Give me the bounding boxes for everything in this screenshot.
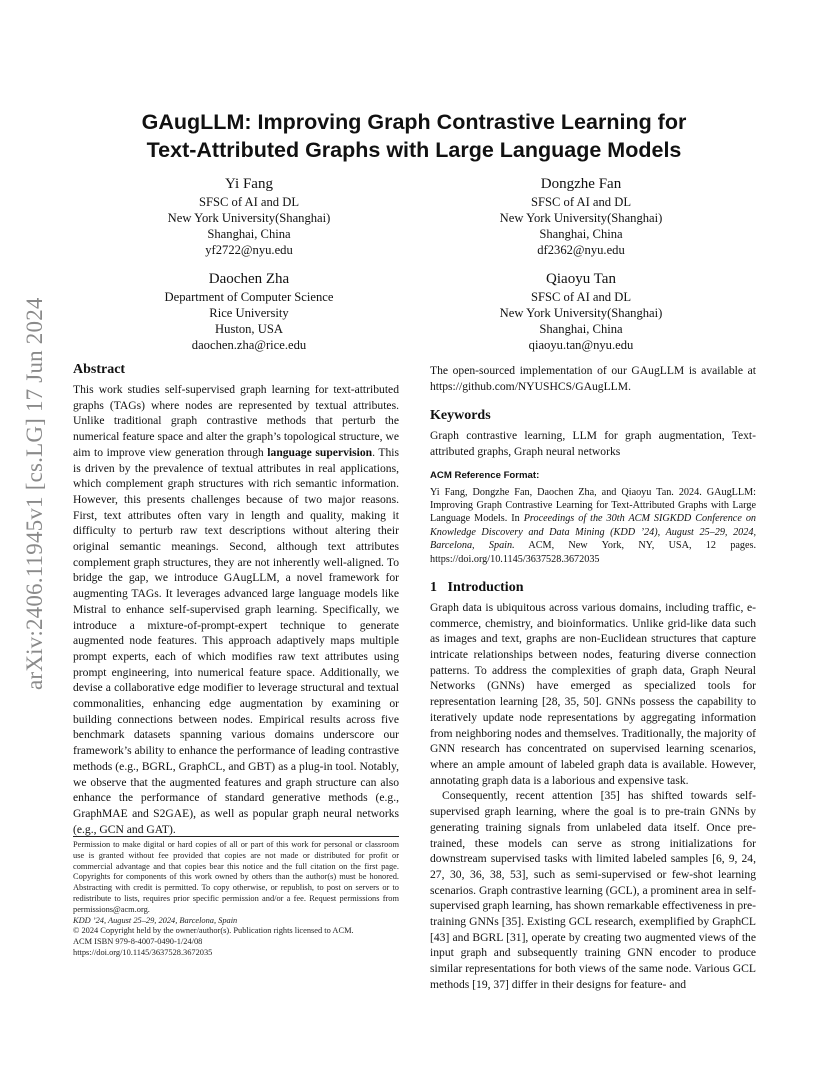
acm-reference-heading: ACM Reference Format:: [430, 469, 540, 481]
author-name: Dongzhe Fan: [540, 176, 622, 192]
isbn: ACM ISBN 979-8-4007-0490-1/24/08: [73, 937, 203, 947]
author-email: daochen.zha@rice.edu: [191, 338, 307, 352]
title-line-2: Text-Attributed Graphs with Large Language Models: [146, 138, 682, 162]
acm-reference-details: ACM, New York, NY, USA, 12 pages. https://doi.org/10.1145/3637528.3672035: [430, 540, 756, 565]
author-affiliation: SFSC of AI and DL: [530, 290, 632, 304]
author-location: Shanghai, China: [207, 227, 291, 241]
keywords-heading: Keywords: [430, 408, 491, 424]
author-affiliation: New York University(Shanghai): [499, 211, 663, 225]
author-affiliation: New York University(Shanghai): [167, 211, 331, 225]
doi-link[interactable]: https://doi.org/10.1145/3637528.3672035: [73, 947, 213, 957]
abstract-text-part-2: . This is driven by the prevalence of textual attributes in real applications, which complement graph structures with rich semantic information. However, this presents challenges because of two major reasons. First, text attributes often vary in length and quality, making it difficulty to perturb raw text descriptions without altering their original semantic meanings. Second, although text attributes complement graph structures, they are not inherently well-aligned. To bridge the gap, we introduce GAugLLM, a novel framework for augmenting TAGs. It leverages advanced large language models like Mistral to enhance self-supervised graph learning. Specifically, we introduce a mixture-of-prompt-expert technique to generate augmented node features. This approach adaptively maps multiple prompt experts, each of which modifies raw text attributes using prompt engineering, into numerical feature space. Additionally, we devise a collaborative edge modifier to leverage structural and textual commonalities, enhancing edge augmentation by examining or building connections between nodes. Empirical results across five benchmark datasets spanning various domains underscore our framework’s ability to enhance the performance of leading contrastive methods (e.g., BGRL, GraphCL, and GBT) as a plug-in tool. Notably, we observe that the augmented features and graph structure can also enhance the performance of standard generative methods (e.g., GraphMAE and S2GAE), as well as popular graph neural networks (e.g., GCN and GAT).: [73, 445, 399, 836]
abstract-section: [73, 361, 399, 837]
author-block: [120, 174, 378, 258]
abstract-text-part-1: This work studies self-supervised graph learning for text-attributed graphs (TAGs) where nodes are represented by textual attributes. Unlike traditional graph contrastive methods that perturb the numerical feature space and alter the graph’s topological structure, we aim to improve view generation through: [73, 383, 399, 459]
copyright-notice: © 2024 Copyright held by the owner/author(s). Publication rights licensed to ACM.: [73, 926, 354, 936]
acm-reference-authors: Yi Fang, Dongzhe Fan, Daochen Zha, and Qiaoyu Tan. 2024. GAugLLM: Improving Graph Contrastive Learning for Text-Attributed Graphs with Large Language Models. In: [430, 486, 756, 525]
acm-reference-venue: Proceedings of the 30th ACM SIGKDD Conference on Knowledge Discovery and Data Mining (KDD ’24), August 25–29, 2024, Barcelona, Spain.: [430, 513, 757, 552]
keywords-text: Graph contrastive learning, LLM for graph augmentation, Text-attributed graphs, Graph neural networks: [430, 429, 756, 459]
author-affiliation: New York University(Shanghai): [499, 306, 663, 320]
author-affiliation: Department of Computer Science: [164, 290, 334, 304]
author-affiliation: Rice University: [209, 306, 289, 320]
author-name: Daochen Zha: [208, 271, 290, 287]
author-affiliation: SFSC of AI and DL: [530, 195, 632, 209]
abstract-heading: Abstract: [73, 362, 126, 377]
author-block: [452, 174, 710, 258]
author-location: Shanghai, China: [539, 227, 623, 241]
author-email: df2362@nyu.edu: [537, 243, 625, 257]
acm-reference: [430, 486, 756, 566]
abstract-bold-phrase: language supervision: [267, 445, 373, 459]
title-line-1: GAugLLM: Improving Graph Contrastive Learning for: [141, 110, 687, 134]
author-block: [452, 269, 710, 353]
author-name: Qiaoyu Tan: [546, 271, 616, 287]
author-block: [120, 269, 378, 353]
permission-notice: Permission to make digital or hard copies of all or part of this work for personal or classroom use is granted without fee provided that copies are not made or distributed for profit or commercial advantage and that copies bear this notice and the full citation on the first page. Copyrights for components of this work owned by others than the author(s) must be honored. Abstracting with credit is permitted. To copy otherwise, or republish, to post on servers or to redistribute to lists, requires prior specific permission and/or a fee. Request permissions from permissions@acm.org.: [73, 840, 399, 914]
author-location: Shanghai, China: [539, 322, 623, 336]
abstract-body: [73, 382, 399, 837]
introduction-paragraph-2: Consequently, recent attention [35] has shifted towards self-supervised graph learning, where the goal is to pre-train GNNs by generating training signals from unlabeled data itself. Once pre-trained, these models can serve as strong initializations for downstream supervised tasks with limited labeled samples [6, 9, 24, 27, 30, 36, 38, 53], such as semi-supervised or few-shot learning scenarios. Graph contrastive learning (GCL), a prominent area in self-supervised graph learning, has shown remarkable effectiveness in pre-training GNNs [35]. Existing GCL research, exemplified by GraphCL [43] and BGRL [31], operate by creating two augmented views of the input graph and subsequently training GNN encoder to produce similar representations for both views of the same node. Various GCL methods [19, 37] differ in their designs for feature- and: [430, 789, 756, 991]
code-availability-note: The open-sourced implementation of our GAugLLM is available at https://github.com/NYUSHCS/GAugLLM.: [430, 364, 756, 393]
conference-info: KDD ’24, August 25–29, 2024, Barcelona, Spain: [73, 915, 238, 925]
author-email: qiaoyu.tan@nyu.edu: [528, 338, 634, 352]
author-email: yf2722@nyu.edu: [205, 243, 293, 257]
author-affiliation: SFSC of AI and DL: [198, 195, 300, 209]
footnote-rule: [73, 836, 399, 837]
arxiv-identifier: arXiv:2406.11945v1 [cs.LG] 17 Jun 2024: [22, 297, 47, 690]
right-column: [430, 363, 756, 993]
paper-title: [70, 108, 758, 164]
introduction-heading: 1 Introduction: [430, 579, 524, 595]
author-location: Huston, USA: [215, 322, 283, 336]
author-name: Yi Fang: [225, 176, 273, 192]
introduction-paragraph-1: Graph data is ubiquitous across various domains, including traffic, e-commerce, chemistry, and bioinformatics. Unlike grid-like data such as images and text, graphs are non-Euclidean structures that capture intricate relationships between nodes, featuring diverse connection patterns. To address the complexities of graph data, Graph Neural Networks (GNNs) have emerged as specialized tools for representation learning [28, 35, 50]. GNNs possess the capability to iteratively update node representations by aggregating information from neighboring nodes and themselves. Traditionally, the majority of GNN research has concentrated on supervised learning scenarios, where an ample amount of labeled graph data is available. However, annotating graph data is a laborious and expensive task.: [430, 600, 756, 787]
footnote: [73, 840, 399, 959]
